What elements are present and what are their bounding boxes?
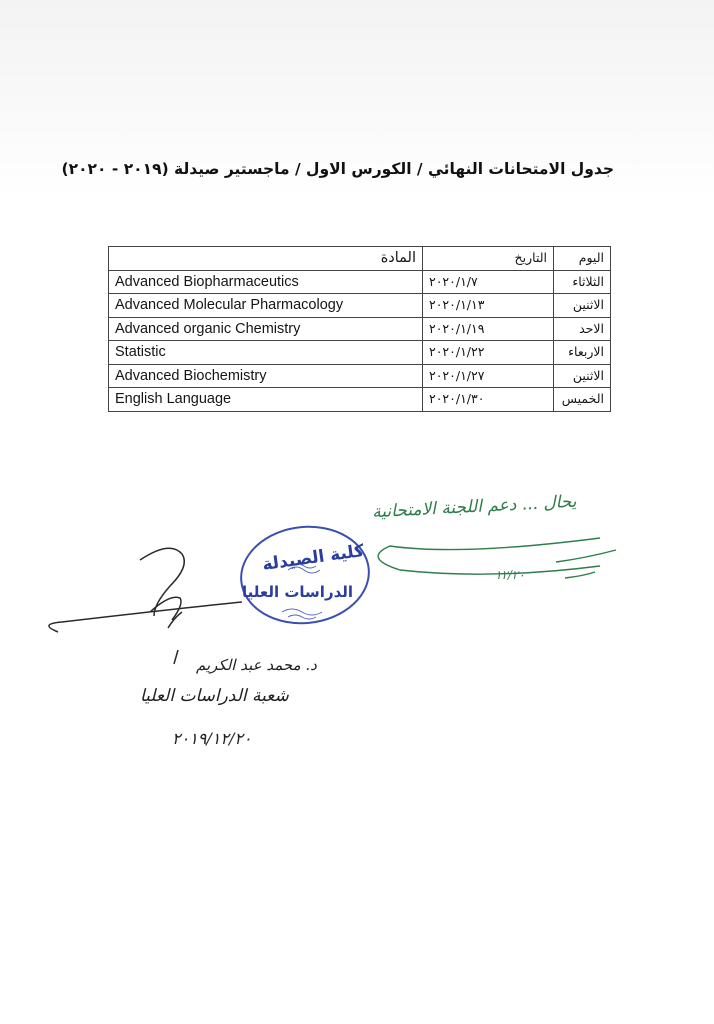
cell-date: ٢٠٢٠/١/١٩	[423, 317, 554, 341]
cell-subject: English Language	[109, 388, 423, 412]
cell-subject: Advanced organic Chemistry	[109, 317, 423, 341]
header-date: التاريخ	[423, 247, 554, 271]
cell-day: الاثنين	[554, 294, 611, 318]
cell-day: الاثنين	[554, 364, 611, 388]
green-handwritten-note: يحال ... دعم اللجنة الامتحانية	[371, 491, 578, 523]
signature-date: ٢٠١٩/١٢/٢٠	[172, 729, 252, 748]
cell-subject: Advanced Biochemistry	[109, 364, 423, 388]
cell-day: الاربعاء	[554, 341, 611, 365]
cell-date: ٢٠٢٠/١/١٣	[423, 294, 554, 318]
cell-subject: Advanced Biopharmaceutics	[109, 270, 423, 294]
stamp-line2: الدراسات العليا	[242, 583, 354, 601]
cell-date: ٢٠٢٠/١/٧	[423, 270, 554, 294]
signatory-name: د. محمد عبد الكريم	[196, 656, 317, 674]
header-subject: المادة	[109, 247, 423, 271]
cell-date: ٢٠٢٠/١/٢٢	[423, 341, 554, 365]
black-signature	[49, 548, 242, 664]
header-day: اليوم	[554, 247, 611, 271]
signatory-role: شعبة الدراسات العليا	[140, 686, 289, 706]
stamp-ornament-bottom	[282, 609, 322, 619]
cell-subject: Statistic	[109, 341, 423, 365]
cell-date: ٢٠٢٠/١/٣٠	[423, 388, 554, 412]
cell-day: الخميس	[554, 388, 611, 412]
cell-day: الثلاثاء	[554, 270, 611, 294]
green-handwritten-date: ١٢/٢٠	[495, 568, 525, 582]
cell-day: الاحد	[554, 317, 611, 341]
cell-date: ٢٠٢٠/١/٢٧	[423, 364, 554, 388]
stamp-line1: كلية الصيدلة	[261, 540, 366, 576]
cell-subject: Advanced Molecular Pharmacology	[109, 294, 423, 318]
document-title: جدول الامتحانات النهائي / الكورس الاول / ماجستير صيدلة (٢٠١٩ - ٢٠٢٠)	[61, 160, 614, 178]
